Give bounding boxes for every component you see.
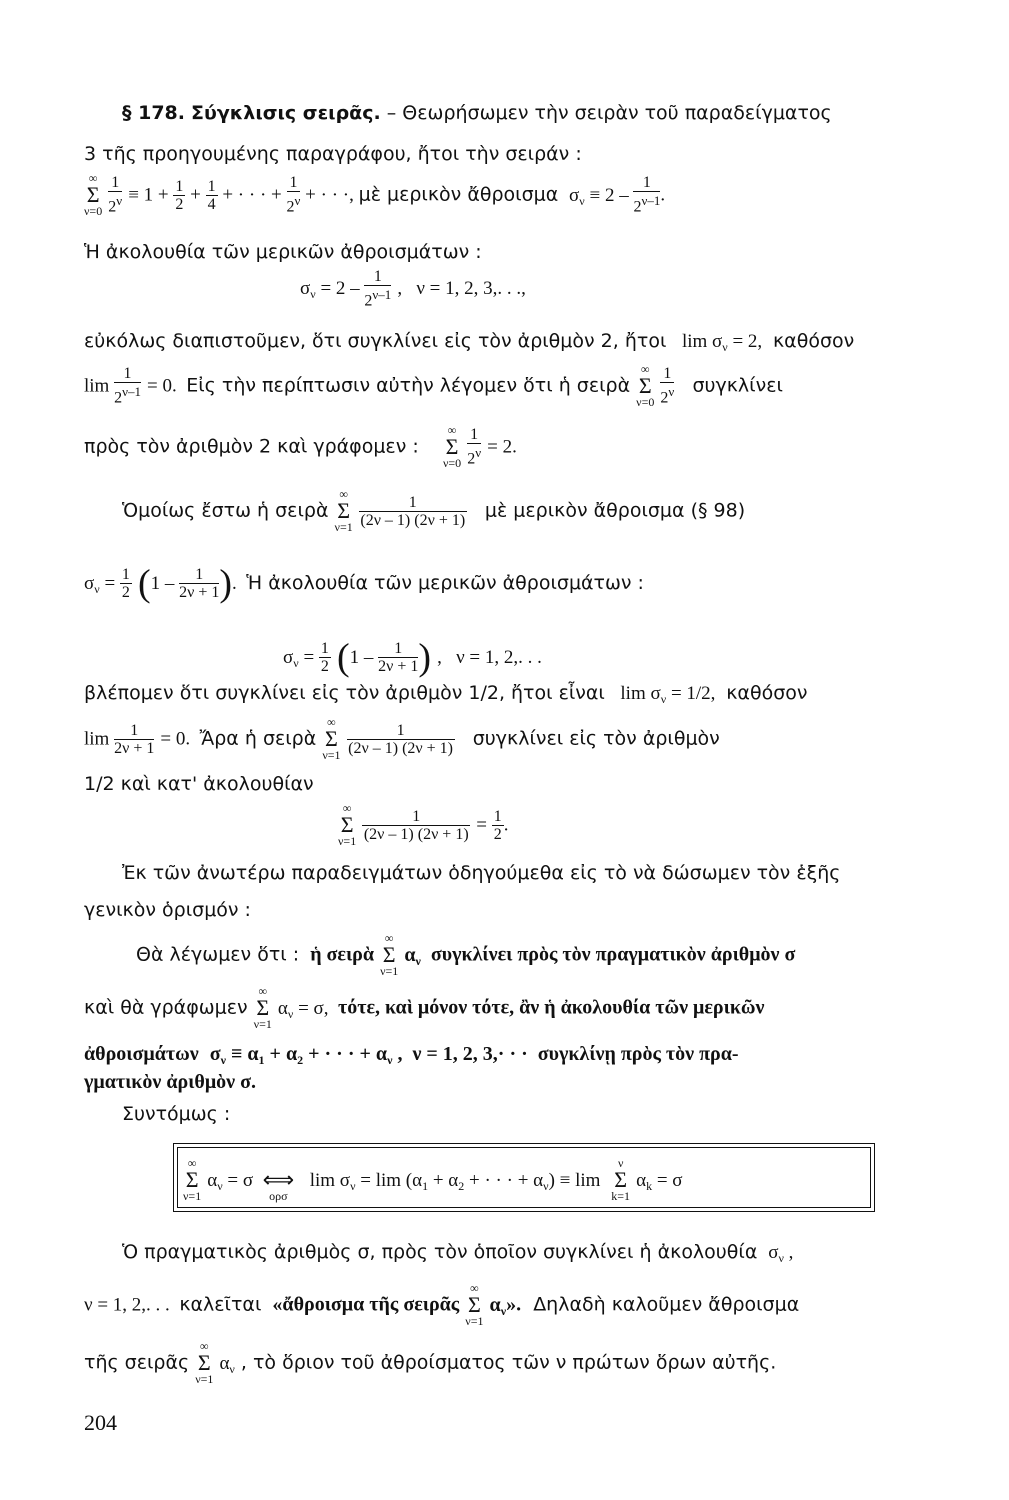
- text-line: τῆς σειρᾶς ∞ Σ ν=1 $\alpha_\nu$ , τὸ ὅριον τοῦ ἀθροίσματος τῶν ν πρώτων ὅρων αὐτῆς.: [84, 1339, 777, 1386]
- definition-line-4: γματικὸν ἀριθμὸν σ.: [84, 1071, 256, 1093]
- partial-sum-label: μὲ μερικὸν ἄθροισμα: [358, 183, 559, 206]
- equation-lim-1: lim $\frac{1}{2^{\nu-1}}$ = 0. Εἰς τὴν περίπτωσιν αὐτὴν λέγομεν ὅτι ἡ σειρὰ ∞ Σ ν=0 $\frac{1}{2^\nu}$ συγκλίνει: [84, 362, 783, 409]
- text-line: 3 τῆς προηγουμένης παραγράφου, ἤτοι τὴν σειράν :: [84, 143, 582, 165]
- equation-sigma-1: $\sigma_\nu = 2$ – $\frac{1}{2^{\nu-1}}$ , ν = 1, 2, 3,. . .,: [300, 268, 526, 310]
- section-intro: – Θεωρήσωμεν τὴν σειρὰν τοῦ παραδείγματος: [386, 102, 832, 124]
- equation-lim-2: lim $\frac{1}{2\nu + 1}$ = 0. Ἄρα ἡ σειρὰ ∞ Σ ν=1 $\frac{1}{(2\nu - 1) (2\nu + 1)}$ συγκλίνει εἰς τὸν ἀριθμὸν: [84, 715, 720, 762]
- text-line: Συντόμως :: [122, 1103, 231, 1125]
- text-line: Ὁ πραγματικὸς ἀριθμὸς σ, πρὸς τὸν ὁποῖον συγκλίνει ἡ ἀκολουθία $\sigma_\nu$ ,: [122, 1241, 794, 1265]
- equation-sigma-3: $\sigma_\nu$ = $\frac{1}{2}$ (1 – $\frac{1}{2\nu + 1}$ ) , ν = 1, 2,. . .: [283, 636, 542, 679]
- text-line: βλέπομεν ὅτι συγκλίνει εἰς τὸν ἀριθμὸν 1/2, ἤτοι εἶναι $\lim \sigma_\nu = 1/2$, καθόσον: [84, 682, 808, 706]
- text-line: γενικὸν ὁρισμόν :: [84, 899, 251, 921]
- definition-line-2: καὶ θὰ γράφωμεν ∞ Σ ν=1 $\alpha_\nu = \sigma$, τότε, καὶ μόνον τότε, ἂν ἡ ἀκολουθία τῶν μερικῶν: [84, 984, 765, 1031]
- section-number: § 178.: [122, 102, 185, 124]
- definition-line-3: ἀθροισμάτων $\sigma_\nu \equiv \alpha_1 + \alpha_2$ + · · · + $\alpha_\nu$ , ν = 1, 2, 3,· · · συγκλίνῃ πρὸς τὸν πρα-: [84, 1043, 739, 1067]
- text-line: Ἡ ἀκολουθία τῶν μερικῶν ἀθροισμάτων :: [84, 241, 482, 263]
- section-title: Σύγκλισις σειρᾶς.: [191, 102, 381, 124]
- text-line: Ἐκ τῶν ἀνωτέρω παραδειγμάτων ὁδηγούμεθα εἰς τὸ νὰ δώσωμεν τὸν ἑξῆς: [122, 862, 841, 884]
- equation-sum-half: ∞ Σ ν=1 $\frac{1}{(2\nu - 1) (2\nu + 1)}$ = $\frac{1}{2}$ .: [338, 801, 509, 848]
- text-line: 1/2 καὶ κατ' ἀκολουθίαν: [84, 773, 314, 795]
- equation-sigma-2: $\sigma_\nu$ = $\frac{1}{2}$ (1 – $\frac{1}{2\nu + 1}$ ). Ἡ ἀκολουθία τῶν μερικῶν ἀθροισμάτων :: [84, 562, 644, 605]
- equation-series-1: ∞ Σ ν=0 $\frac{1}{2^\nu}$ ≡ 1 + $\frac{1}{2}$ + $\frac{1}{4}$ + · · · + $\frac{1}{2^\nu}$ + · · ·, μὲ μερικὸν ἄθροισμα $\sigma_\nu \equiv 2$ – $\frac{1}{2^{\nu-1}}$ .: [84, 171, 666, 218]
- text-line: ν = 1, 2,. . . καλεῖται «ἄθροισμα τῆς σειρᾶς ∞ Σ ν=1 $\alpha_\nu$». Δηλαδὴ καλοῦμεν ἄθροισμα: [84, 1281, 800, 1328]
- boxed-formula: ∞ Σ ν=1 $\alpha_\nu = \sigma$ ⟺ ορσ $\lim \sigma_\nu = \lim (\alpha_1 + \alpha_2$ + · · · + $\alpha_\nu) \equiv \lim$ ν Σ k=1 $\alpha_k = \sigma$: [183, 1156, 683, 1203]
- definition-line-1: Θὰ λέγωμεν ὅτι : ἡ σειρὰ ∞ Σ ν=1 $\alpha_\nu$ συγκλίνει πρὸς τὸν πραγματικὸν ἀριθμὸν σ: [136, 931, 796, 978]
- text-line: εὐκόλως διαπιστοῦμεν, ὅτι συγκλίνει εἰς τὸν ἀριθμὸν 2, ἤτοι $\lim \sigma_\nu = 2$, καθόσον: [84, 330, 855, 354]
- equation-series-2: Ὁμοίως ἔστω ἡ σειρὰ ∞ Σ ν=1 $\frac{1}{(2\nu - 1) (2\nu + 1)}$ μὲ μερικὸν ἄθροισμα (§ 98): [122, 487, 746, 534]
- section-heading: [122, 102, 832, 124]
- page-number: 204: [84, 1410, 117, 1435]
- equation-sum-2: πρὸς τὸν ἀριθμὸν 2 καὶ γράφομεν : ∞ Σ ν=0 $\frac{1}{2^\nu}$ = 2.: [84, 423, 517, 470]
